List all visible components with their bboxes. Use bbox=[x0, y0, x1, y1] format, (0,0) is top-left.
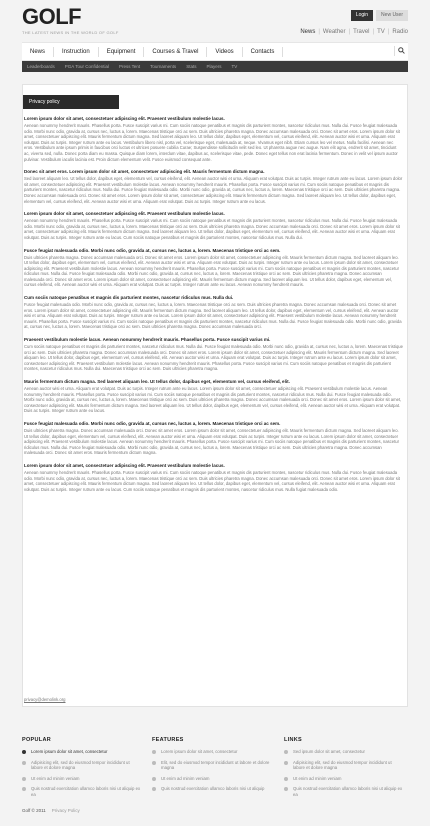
nav-item-news[interactable]: News bbox=[22, 47, 54, 57]
bullet-icon bbox=[22, 761, 26, 765]
footer-bottom bbox=[22, 808, 80, 813]
policy-section bbox=[24, 115, 403, 162]
footer-link[interactable] bbox=[22, 760, 142, 771]
section-heading: Mauris fermentum dictum magna. Sed laoreet aliquam leo. Ut tellus dolor, dapibus eget, elementum vel, cursus eleifend, elit. bbox=[24, 379, 290, 384]
toplink-separator: | bbox=[372, 29, 375, 35]
footer-link-label: Elit, sed do eiusmod tempor incididunt ut labore et dolore magna bbox=[161, 759, 270, 770]
footer-link-label: Lorem ipsum dolor sit amet, consectetur bbox=[31, 749, 108, 754]
section-heading: Fusce feugiat malesuada odio. Morbi nunc odio, gravida at, cursus nec, luctus a, lorem. Maecenas tristique orci ac sem. bbox=[24, 247, 281, 253]
bullet-icon bbox=[22, 750, 26, 754]
policy-section bbox=[24, 420, 403, 456]
footer-link[interactable] bbox=[22, 776, 142, 782]
bullet-icon bbox=[152, 761, 156, 765]
subnav-item-pga-tour-confidential[interactable]: PGA Tour Confidential bbox=[64, 64, 109, 69]
login-button[interactable]: Login bbox=[351, 10, 373, 21]
policy-section bbox=[24, 210, 403, 240]
section-body: Aenean auctor wisi et urna. Aliquam erat volutpat. Duis ac turpis. Integer rutrum ante eu lacus. Lorem ipsum dolor sit amet, consectetuer adipiscing elit. Praesent vestibulum molestie lacus. Aenean nonummy hendrerit mauris. Phasellus porta. Fusce suscipit varius mi. Cum sociis natoque penatibus et magnis dis parturient montes, nascetur ridiculus mus. Nulla dui. Fusce feugiat malesuada odio. Morbi nunc odio, gravida at, cursus nec, luctus a, lorem. Maecenas tristique orci ac sem. Duis ultricies pharetra magna. Donec accumsan malesuada orci. Donec sit amet eros. Lorem ipsum dolor sit amet, consectetuer adipiscing elit. Mauris fermentum dictum magna. Sed laoreet aliquam leo. Ut tellus dolor, dapibus eget, elementum vel, cursus eleifend, elit. Aenean auctor wisi et urna. Aliquam erat volutpat. Duis ac turpis. Integer rutrum ante eu lacus. bbox=[24, 386, 402, 414]
new-user-button[interactable]: New User bbox=[376, 10, 408, 21]
section-body: Aenean nonummy hendrerit mauris. Phasellus porta. Fusce suscipit varius mi. Cum sociis natoque penatibus et magnis dis parturient montes, nascetur ridiculus mus. Nulla dui. Fusce feugiat malesuada odio. Morbi nunc odio, gravida at, cursus nec, luctus a, lorem. Maecenas tristique orci ac sem. Duis ultricies pharetra magna. Donec accumsan malesuada orci. Donec sit amet eros. Lorem ipsum dolor sit amet, consectetuer adipiscing elit. Mauris fermentum dictum magna. Sed laoreet aliquam leo. Ut tellus dolor, dapibus eget, elementum vel, cursus eleifend, elit. Aenean auctor wisi et urna. Aliquam erat volutpat. Duis ac turpis. Integer rutrum ante eu lacus. Cum sociis natoque penatibus et magnis dis parturient montes, nascetur ridiculus mus. Nulla dui. bbox=[24, 218, 400, 240]
nav-item-videos[interactable]: Videos bbox=[207, 47, 242, 57]
bullet-icon bbox=[152, 750, 156, 754]
subnav-item-tv[interactable]: TV bbox=[231, 64, 238, 69]
footer-link-label: Ut enim ad minim veniam bbox=[161, 775, 210, 781]
toplink-tv[interactable]: TV bbox=[377, 29, 385, 35]
section-heading: Lorem ipsum dolor sit amet, consectetuer adipiscing elit. Praesent vestibulum molestie lacus. bbox=[24, 211, 225, 217]
footer-column-links bbox=[284, 737, 404, 802]
footer-link-label: Quis nostrud exercitation ullamco laboris nisi ut aliquip ex ea bbox=[31, 786, 141, 797]
footer-link[interactable] bbox=[284, 749, 404, 755]
toplink-news[interactable]: News bbox=[300, 29, 316, 35]
content-panel bbox=[22, 84, 408, 707]
footer-link[interactable] bbox=[22, 786, 142, 797]
footer-column-popular bbox=[22, 737, 142, 802]
policy-section bbox=[24, 462, 403, 492]
site-logo[interactable]: GOLF bbox=[22, 4, 82, 29]
toplink-separator: | bbox=[387, 29, 390, 35]
footer-link[interactable] bbox=[284, 760, 404, 771]
subnav-item-press-tent[interactable]: Press Tent bbox=[118, 64, 141, 69]
section-body: Fusce feugiat malesuada odio. Morbi nunc odio, gravida at, cursus nec, luctus a, lorem. Maecenas tristique orci ac sem. Duis ultricies pharetra magna. Donec accumsan malesuada orci. Donec sit amet eros. Lorem ipsum dolor sit amet, consectetuer adipiscing elit. Mauris fermentum dictum magna. Sed laoreet aliquam leo. Ut tellus dolor, dapibus eget, elementum vel, cursus eleifend, elit. Aenean auctor wisi et urna. Aliquam erat volutpat. Duis ac turpis. Integer rutrum ante eu lacus. Lorem ipsum dolor sit amet, consectetuer adipiscing elit. Praesent vestibulum molestie lacus. Aenean nonummy hendrerit mauris. Phasellus porta. Fusce suscipit varius mi. Cum sociis natoque penatibus et magnis dis parturient montes, nascetur ridiculus mus. Nulla dui. Fusce feugiat malesuada odio. Morbi nunc odio, gravida at, cursus nec, luctus a, lorem. Maecenas tristique orci ac sem. Duis ultricies pharetra magna. Donec accumsan malesuada orci. bbox=[24, 302, 402, 330]
section-body: Sed laoreet aliquam leo. Ut tellus dolor, dapibus eget, elementum vel, cursus eleifend, elit. Aenean auctor wisi et urna. Aliquam erat volutpat. Duis ac turpis. Integer rutrum ante eu lacus. Lorem ipsum dolor sit amet, consectetuer adipiscing elit. Praesent vestibulum molestie lacus. Aenean nonummy hendrerit mauris. Phasellus porta. Fusce suscipit varius mi. Cum sociis natoque penatibus et magnis dis parturient montes, nascetur ridiculus mus. Nulla dui. Fusce feugiat malesuada odio. Morbi nunc odio, gravida at, cursus nec, luctus a, lorem. Maecenas tristique orci ac sem. Duis ultricies pharetra magna. Donec accumsan malesuada orci. Donec sit amet eros. Lorem ipsum dolor sit amet, consectetuer adipiscing elit. Mauris fermentum dictum magna. Sed laoreet aliquam leo. Ut tellus dolor, dapibus eget, elementum vel, cursus eleifend, elit. Aenean auctor wisi et urna. Aliquam erat volutpat. Duis ac turpis. Integer rutrum ante eu lacus. bbox=[24, 176, 403, 204]
bullet-icon bbox=[284, 787, 288, 791]
top-links bbox=[300, 29, 408, 35]
footer-link-label: Lorem ipsum dolor sit amet, consectetur bbox=[161, 749, 238, 754]
footer-link[interactable] bbox=[284, 786, 404, 797]
footer-link[interactable] bbox=[152, 776, 272, 782]
site-tagline: THE LATEST NEWS IN THE WORLD OF GOLF bbox=[22, 30, 119, 35]
footer-link[interactable] bbox=[152, 749, 272, 755]
footer-link-label: Quis nostrud exercitation ullamco laboris nisi ut aliquip bbox=[161, 786, 265, 791]
section-heading: Cum sociis natoque penatibus et magnis dis parturient montes, nascetur ridiculus mus. Nulla dui. bbox=[24, 295, 234, 301]
footer-link[interactable] bbox=[152, 786, 272, 792]
policy-section bbox=[24, 168, 403, 204]
bullet-icon bbox=[22, 787, 26, 791]
toplink-separator: | bbox=[348, 29, 351, 35]
bullet-icon bbox=[22, 777, 26, 781]
footer bbox=[0, 725, 430, 826]
section-body: Cum sociis natoque penatibus et magnis dis parturient montes, nascetur ridiculus mus. Nulla dui. Fusce feugiat malesuada odio. Morbi nunc odio, gravida at, cursus nec, luctus a, lorem. Maecenas tristique orci ac sem. Duis ultricies pharetra magna. Donec accumsan malesuada orci. Donec sit amet eros. Lorem ipsum dolor sit amet, consectetuer adipiscing elit. Mauris fermentum dictum magna. Sed laoreet aliquam leo. Ut tellus dolor, dapibus eget, elementum vel, cursus eleifend, elit. Aenean auctor wisi et urna. Aliquam erat volutpat. Duis ac turpis. Integer rutrum ante eu lacus. Lorem ipsum dolor sit amet, consectetuer adipiscing elit. Praesent vestibulum molestie lacus. Aenean nonummy hendrerit mauris. Phasellus porta. Fusce suscipit varius mi. Cum sociis natoque penatibus et magnis dis parturient montes, nascetur ridiculus mus. Nulla dui. Maecenas tristique orci ac sem. Duis ultricies pharetra magna. bbox=[24, 344, 403, 372]
auth-buttons bbox=[351, 10, 408, 21]
footer-column-title: POPULAR bbox=[22, 737, 51, 743]
subnav-item-tournaments[interactable]: Tournaments bbox=[150, 64, 177, 69]
section-heading: Donec sit amet eros. Lorem ipsum dolor sit amet, consectetuer adipiscing elit. Mauris fermentum dictum magna. bbox=[24, 169, 265, 175]
policy-section bbox=[24, 378, 403, 414]
subnav-item-leaderboards[interactable]: Leaderboards bbox=[27, 64, 55, 69]
footer-column-title: FEATURES bbox=[152, 737, 184, 743]
nav-item-equipment[interactable]: Equipment bbox=[99, 47, 145, 57]
section-heading: Fusce feugiat malesuada odio. Morbi nunc odio, gravida at, cursus nec, luctus a, lorem. Maecenas tristique orci ac sem. bbox=[24, 420, 281, 426]
sub-nav bbox=[22, 61, 408, 72]
bullet-icon bbox=[152, 787, 156, 791]
nav-item-instruction[interactable]: Instruction bbox=[54, 47, 99, 57]
nav-item-contacts[interactable]: Contacts bbox=[243, 47, 284, 57]
section-heading: Lorem ipsum dolor sit amet, consectetuer adipiscing elit. Praesent vestibulum molestie lacus. bbox=[24, 462, 225, 468]
bullet-icon bbox=[284, 777, 288, 781]
section-body: Aenean nonummy hendrerit mauris. Phasellus porta. Fusce suscipit varius mi. Cum sociis natoque penatibus et magnis dis parturient montes, nascetur ridiculus mus. Nulla dui. Fusce feugiat malesuada odio. Morbi nunc odio, gravida at, cursus nec, luctus a, lorem. Maecenas tristique orci ac sem. Duis ultricies pharetra magna. Donec accumsan malesuada orci. Donec sit amet eros. Lorem ipsum dolor sit amet, consectetuer adipiscing elit. Mauris fermentum dictum magna. Sed laoreet aliquam leo. Ut tellus dolor, dapibus eget, elementum vel, cursus eleifend, elit. Aenean auctor wisi et urna. Aliquam erat volutpat. Duis ac turpis. Integer rutrum ante eu lacus. Vestibulum libero nisl, porta vel, scelerisque eget, malesuada at, neque. Vivamus eget nibh. Etiam cursus leo vel metus. Nulla facilisi. Aenean nec eros. Vestibulum ante ipsum primis in faucibus orci luctus et ultrices posuere cubilia Curae; Suspendisse sollicitudin velit sed leo. Ut pharetra augue nec augue. Nam elit agna, endrerit sit amet, tincidunt ac, viverra sed, nulla. Donec porta diam eu massa. Quisque diam lorem, interdum vitae, dapibus ac, scelerisque vitae, pede. Donec eget tellus non erat lacinia fermentum. Donec in velit vel ipsum auctor pulvinar. Vestibulum iaculis lacinia est. Proin dictum elementum velit. Fusce euismod consequat ante. bbox=[24, 123, 400, 162]
section-heading: Lorem ipsum dolor sit amet, consectetuer adipiscing elit. Praesent vestibulum molestie lacus. bbox=[24, 116, 225, 121]
footer-link-label: Adipisicing elit, sed do eiusmod tempor incididunt ut labore et dolore magna bbox=[31, 759, 130, 770]
footer-link[interactable] bbox=[22, 749, 142, 755]
copyright: Golf © 2011 bbox=[22, 808, 46, 813]
policy-article bbox=[24, 115, 403, 498]
bullet-icon bbox=[284, 761, 288, 765]
bullet-icon bbox=[284, 750, 288, 754]
policy-section bbox=[24, 336, 403, 372]
bullet-icon bbox=[152, 777, 156, 781]
main-nav bbox=[22, 42, 408, 61]
subnav-item-stats[interactable]: Stats bbox=[186, 64, 197, 69]
footer-link-label: Quis nostrud exercitation ullamco laboris nisi ut aliquip ex ea bbox=[293, 786, 403, 797]
footer-column-title: LINKS bbox=[284, 737, 302, 743]
footer-link-label: Ut enim ad minim veniam bbox=[31, 775, 80, 781]
section-body: Aenean nonummy hendrerit mauris. Phasellus porta. Fusce suscipit varius mi. Cum sociis natoque penatibus et magnis dis parturient montes, nascetur ridiculus mus. Nulla dui. Fusce feugiat malesuada odio. Morbi nunc odio, gravida at, cursus nec, luctus a, lorem. Maecenas tristique orci ac sem. Duis ultricies pharetra magna. Donec accumsan malesuada orci. Donec sit amet eros. Lorem ipsum dolor sit amet, consectetuer adipiscing elit. Mauris fermentum dictum magna. Sed laoreet aliquam leo. Ut tellus dolor, dapibus eget, elementum vel, cursus eleifend, elit. Aenean auctor wisi et urna. Aliquam erat volutpat. Duis ac turpis. Integer rutrum ante eu lacus. Cum sociis natoque penatibus et magnis dis parturient montes, nascetur ridiculus mus. Nulla fugiat malesuada odio. bbox=[24, 469, 400, 492]
section-body: Duis ultricies pharetra magna. Donec accumsan malesuada orci. Donec sit amet eros. Lorem ipsum dolor sit amet, consectetuer adipiscing elit. Mauris fermentum dictum magna. Sed laoreet aliquam leo. Ut tellus dolor, dapibus eget, elementum vel, cursus eleifend, elit. Aenean auctor wisi et urna. Aliquam erat volutpat. Duis ac turpis. Integer rutrum ante eu lacus. Lorem ipsum dolor sit amet, consectetuer adipiscing elit. Praesent vestibulum molestie lacus. Aenean nonummy hendrerit mauris. Phasellus porta. Fusce suscipit varius mi. Cum sociis natoque penatibus et magnis dis parturient montes, nascetur ridiculus mus. Nulla dui. Fusce feugiat malesuada odio. Morbi nunc odio, gravida at, cursus nec, luctus a, lorem. Maecenas tristique orci ac sem. Duis ultricies pharetra magna. Donec accumsan malesuada orci. Donec sit amet eros. Lorem ipsum dolor sit amet, consectetuer adipiscing elit. Mauris fermentum dictum magna. Sed laoreet aliquam leo. Ut tellus dolor, dapibus eget, elementum vel, cursus eleifend, elit. Aenean auctor wisi et urna. Aliquam erat volutpat. Duis ac turpis. Integer rutrum ante eu lacus. Aenean nonummy hendrerit mauris. bbox=[24, 254, 399, 288]
footer-column-features bbox=[152, 737, 272, 797]
toplink-travel[interactable]: Travel bbox=[353, 29, 370, 35]
nav-item-courses-travel[interactable]: Courses & Travel bbox=[144, 47, 207, 57]
privacy-policy-link[interactable]: Privacy Policy bbox=[51, 808, 80, 813]
toplink-separator: | bbox=[318, 29, 320, 35]
header bbox=[0, 0, 430, 42]
footer-link-label: Ut enim ad minim veniam bbox=[293, 775, 342, 781]
privacy-email-link[interactable]: privacy@demolink.org bbox=[24, 697, 66, 702]
subnav-item-players[interactable]: Players bbox=[206, 64, 222, 69]
section-body: Duis ultricies pharetra magna. Donec accumsan malesuada orci. Donec sit amet eros. Lorem ipsum dolor sit amet, consectetuer adipiscing elit. Mauris fermentum dictum magna. Sed laoreet aliquam leo. Ut tellus dolor, dapibus eget, elementum vel, cursus eleifend, elit. Aenean auctor wisi et urna. Aliquam erat volutpat. Duis ac turpis. Integer rutrum ante eu lacus. Lorem ipsum dolor sit amet, consectetuer adipiscing elit. Praesent vestibulum molestie lacus. Aenean nonummy hendrerit mauris. Phasellus porta. Fusce suscipit varius mi. Cum sociis natoque penatibus et magnis dis parturient montes, nascetur ridiculus mus. Nulla dui. Fusce feugiat malesuada odio. Morbi nunc odio, gravida at, cursus nec, luctus a, lorem. Maecenas tristique orci ac sem. Duis ultricies pharetra magna. Donec accumsan malesuada orci. Donec sit amet eros. Mauris fermentum dictum magna. bbox=[24, 427, 399, 456]
section-heading: Praesent vestibulum molestie lacus. Aenean nonummy hendrerit mauris. Phasellus porta. Fusce suscipit varius mi. bbox=[24, 337, 271, 343]
footer-link[interactable] bbox=[152, 760, 272, 771]
policy-section bbox=[24, 247, 403, 289]
toplink-radio[interactable]: Radio bbox=[392, 29, 408, 35]
footer-link-label: Adipisicing elit, sed do eiusmod tempor incididunt ut labore et dolore magna bbox=[293, 759, 392, 770]
page-title: Privacy policy bbox=[23, 95, 119, 109]
policy-section bbox=[24, 294, 403, 330]
search-button[interactable] bbox=[394, 46, 405, 56]
footer-link-label: Sed ipsum dolor sit amet, consectetur bbox=[293, 749, 365, 754]
footer-link[interactable] bbox=[284, 776, 404, 782]
search-icon bbox=[398, 47, 405, 54]
toplink-weather[interactable]: Weather bbox=[322, 29, 346, 35]
